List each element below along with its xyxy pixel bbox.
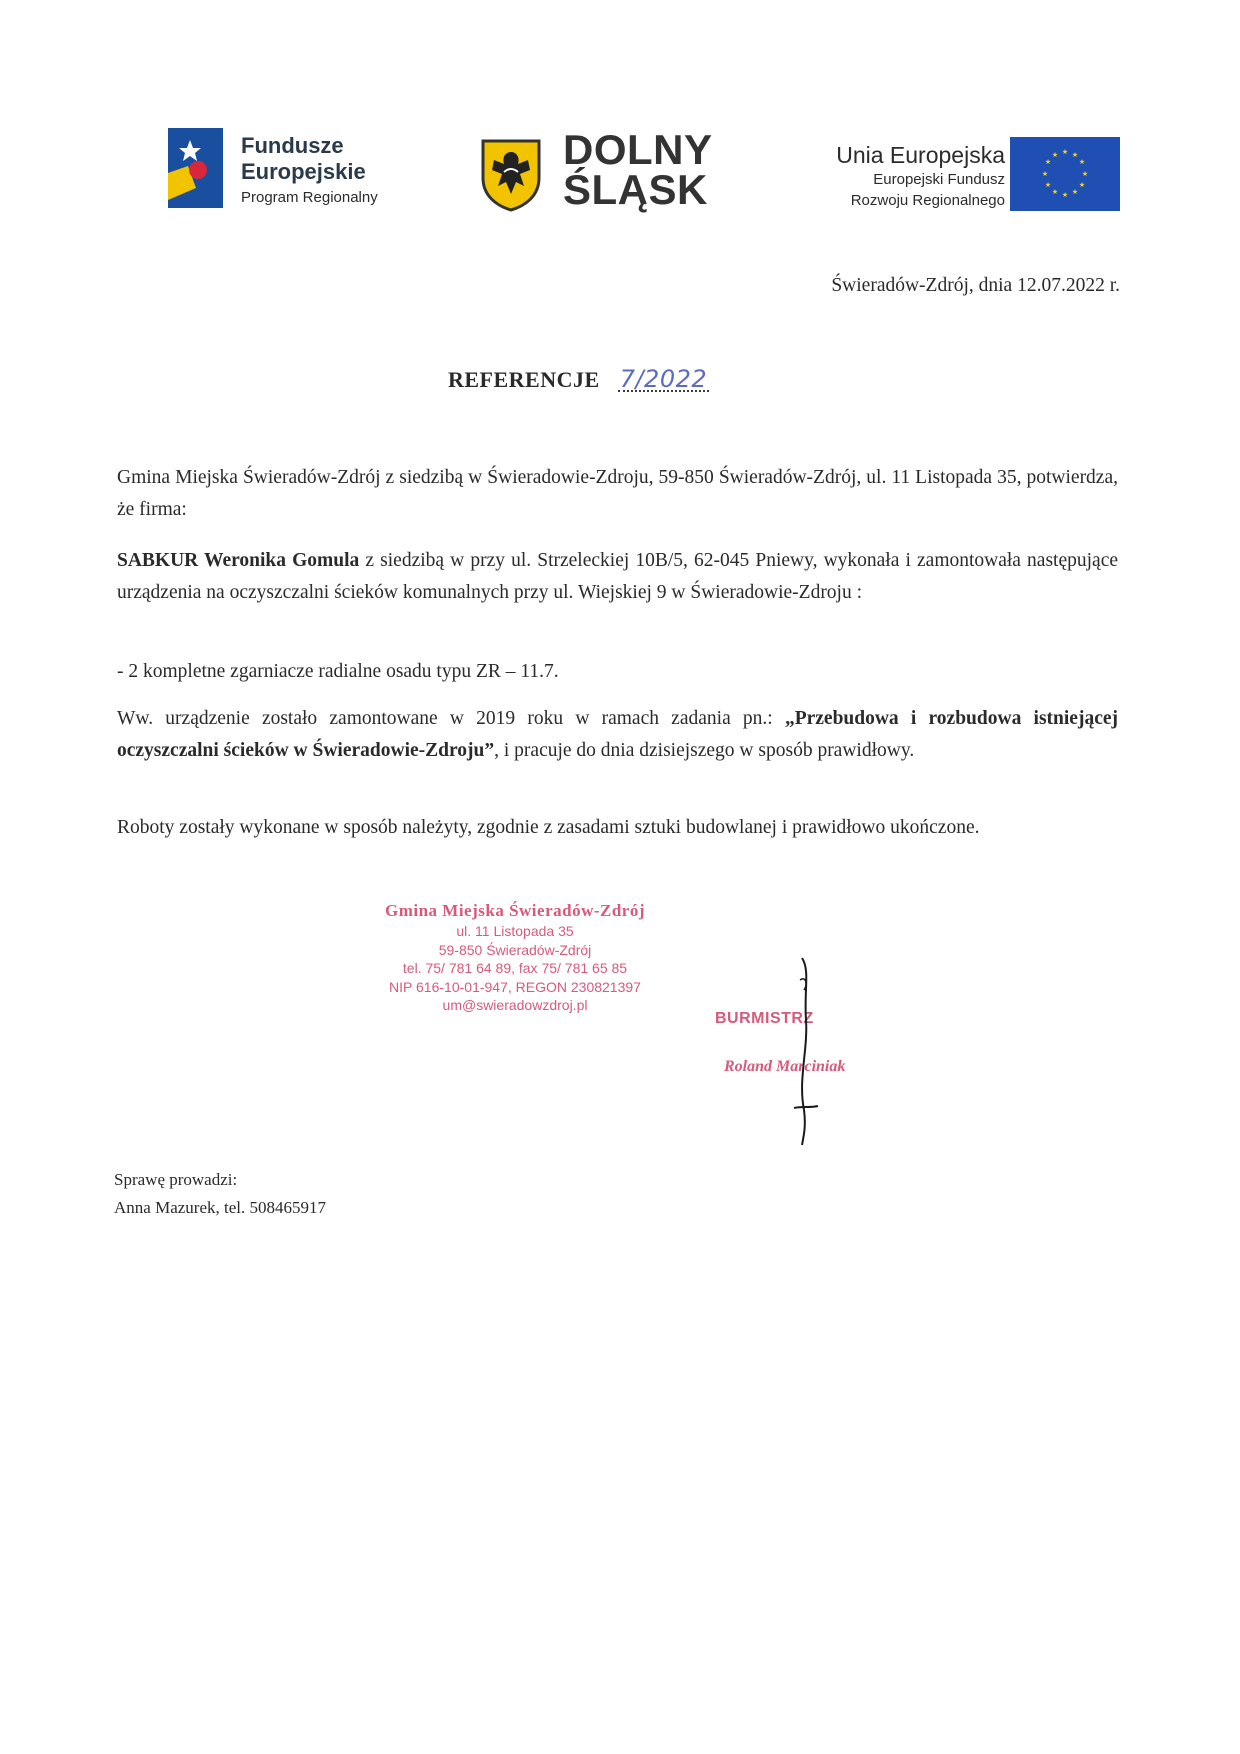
logo-line: Program Regionalny	[241, 189, 378, 206]
paragraph-intro: Gmina Miejska Świeradów-Zdrój z siedzibą w Świeradowie-Zdroju, 59-850 Świeradów-Zdrój, ul. 11 Listopada 35, potwierdza, że firma:	[117, 467, 1118, 520]
mayor-name-stamp: Roland Marciniak	[724, 1058, 846, 1075]
stamp-line: NIP 616-10-01-947, REGON 230821397	[389, 978, 641, 995]
case-handler	[114, 1166, 326, 1222]
paragraph-conclusion: Roboty zostały wykonane w sposób należyty, zgodnie z zasadami sztuki budowlanej i prawidłowo ukończone.	[117, 817, 980, 838]
svg-text:★: ★	[1071, 188, 1079, 196]
stamp-line: um@swieradowzdroj.pl	[442, 997, 588, 1013]
case-handler-contact: Anna Mazurek, tel. 508465917	[114, 1198, 326, 1217]
logo-line: DOLNY	[563, 126, 713, 173]
svg-text:★: ★	[1044, 158, 1052, 166]
contractor-details: z siedzibą w przy ul. Strzeleckiej 10B/5, 62-045 Pniewy, wykonała i zamontowała następujące urządzenia na oczyszczalni ścieków komunalnych przy ul. Wiejskiej 9 w Świeradowie-Zdroju :	[117, 550, 1119, 603]
stamp-line: tel. 75/ 781 64 89, fax 75/ 781 65 85	[402, 960, 628, 976]
dolny-slask-text	[563, 126, 713, 213]
svg-text:★: ★	[1078, 181, 1086, 189]
svg-text:★: ★	[1071, 151, 1079, 159]
logo-line: Europejski Fundusz	[873, 171, 1005, 188]
project-intro: Ww. urządzenie zostało zamontowane w 2019 roku w ramach zadania pn.:	[117, 708, 785, 729]
stamp-line: ul. 11 Listopada 35	[456, 923, 574, 939]
paragraph-contractor	[117, 545, 1118, 609]
unia-europejska-logo	[785, 137, 1120, 217]
project-outro: , i pracuje do dnia dzisiejszego w sposób prawidłowy.	[494, 740, 915, 761]
svg-text:★: ★	[1061, 148, 1069, 156]
logo-line: Fundusze	[241, 133, 344, 158]
project-name: „Przebudowa i rozbudowa istniejącej oczyszczalni ścieków w Świeradowie-Zdroju”	[117, 708, 1119, 761]
logo-line: Europejskie	[241, 159, 366, 184]
svg-text:★: ★	[1051, 151, 1059, 159]
logo-line: Unia Europejska	[836, 142, 1005, 168]
paragraph-project	[117, 703, 1118, 767]
stamp-line: Gmina Miejska Świeradów-Zdrój	[384, 901, 646, 920]
eagle-shield-icon	[480, 138, 542, 212]
stamp-line: 59-850 Świeradów-Zdrój	[438, 941, 592, 958]
unia-europejska-text	[785, 141, 1005, 211]
reference-number: 7/2022	[619, 365, 708, 393]
svg-text:★: ★	[1044, 181, 1052, 189]
svg-text:★: ★	[1041, 170, 1049, 178]
fundusze-europejskie-text	[241, 133, 378, 209]
document-title: REFERENCJE	[448, 367, 600, 392]
svg-text:★: ★	[1051, 188, 1059, 196]
date-line: Świeradów-Zdrój, dnia 12.07.2022 r.	[831, 275, 1120, 296]
office-stamp	[345, 900, 685, 1015]
eu-flag-icon	[1010, 137, 1120, 211]
svg-text:★: ★	[1081, 170, 1089, 178]
document-title-block	[448, 367, 709, 393]
logo-line: ŚLĄSK	[563, 166, 708, 213]
handwritten-signature	[780, 950, 840, 1150]
case-handler-label: Sprawę prowadzi:	[114, 1170, 238, 1189]
svg-text:★: ★	[1078, 158, 1086, 166]
fundusze-europejskie-logo	[168, 125, 408, 215]
svg-text:★: ★	[1061, 191, 1069, 199]
mayor-role-stamp: BURMISTRZ	[715, 1010, 814, 1027]
contractor-name: SABKUR Weronika Gomula	[117, 550, 360, 571]
dolny-slask-logo	[480, 126, 730, 220]
paragraph-equipment: - 2 kompletne zgarniacze radialne osadu typu ZR – 11.7.	[117, 661, 559, 682]
fundusze-europejskie-star-icon	[168, 128, 223, 208]
logo-line: Rozwoju Regionalnego	[850, 192, 1005, 209]
